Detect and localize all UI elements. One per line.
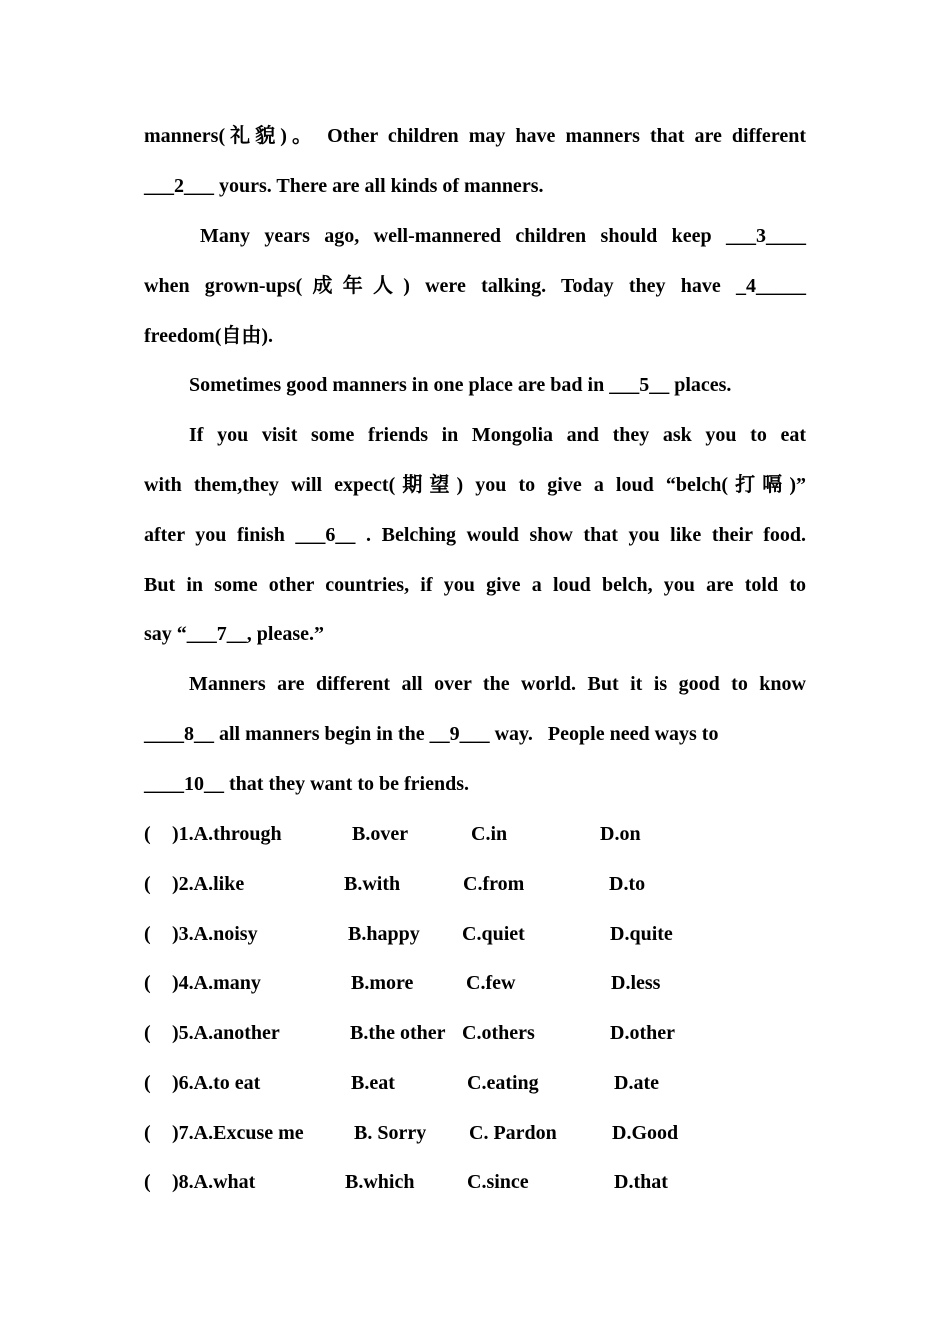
answer-bracket-open: ( (144, 1171, 151, 1193)
passage-line: Sometimes good manners in one place are bad in ___5__ places. (189, 374, 732, 396)
question-option-b: B.over (352, 823, 409, 845)
question-option-d: D.on (600, 823, 641, 845)
question-option-d: D.that (614, 1171, 668, 1193)
passage-line: freedom(自由). (144, 325, 274, 347)
passage-line: ___2___ yours. There are all kinds of manners. (144, 175, 544, 197)
question-option-c: C.others (462, 1022, 535, 1044)
question-option-b: B.more (351, 972, 414, 994)
question-option-b: B.eat (351, 1072, 395, 1094)
question-option-d: D.quite (610, 923, 673, 945)
passage-line: manners(礼貌)。 Other children may have manners that are different (144, 125, 806, 147)
passage-line: ____10__ that they want to be friends. (144, 773, 469, 795)
answer-bracket-open: ( (144, 1122, 151, 1144)
question-option-d: D.Good (612, 1122, 679, 1144)
passage-line: Many years ago, well-mannered children should keep ___3____ (200, 225, 806, 247)
question-option-b: B.with (344, 873, 401, 895)
question-option-a: )6.A.to eat (172, 1072, 261, 1094)
question-option-c: C.since (467, 1171, 529, 1193)
answer-bracket-open: ( (144, 823, 151, 845)
question-option-b: B.happy (348, 923, 420, 945)
question-option-a: )8.A.what (172, 1171, 256, 1193)
question-option-d: D.to (609, 873, 646, 895)
question-option-b: B.the other (350, 1022, 446, 1044)
passage-line: with them,they will expect(期望) you to give a loud “belch(打嗝)” (144, 474, 806, 496)
answer-bracket-open: ( (144, 1072, 151, 1094)
question-option-c: C. Pardon (469, 1122, 557, 1144)
passage-line: say “___7__, please.” (144, 623, 324, 645)
question-option-b: B. Sorry (354, 1122, 427, 1144)
question-option-a: )4.A.many (172, 972, 261, 994)
answer-bracket-open: ( (144, 972, 151, 994)
answer-bracket-open: ( (144, 873, 151, 895)
passage-line: after you finish ___6__ . Belching would show that you like their food. (144, 524, 806, 546)
passage-line: Manners are different all over the world. But it is good to know (189, 673, 806, 695)
question-option-c: C.from (463, 873, 525, 895)
question-option-a: )1.A.through (172, 823, 282, 845)
question-option-d: D.other (610, 1022, 675, 1044)
question-option-d: D.less (611, 972, 661, 994)
answer-bracket-open: ( (144, 923, 151, 945)
passage-line: If you visit some friends in Mongolia and they ask you to eat (189, 424, 806, 446)
question-option-c: C.eating (467, 1072, 539, 1094)
passage-line: But in some other countries, if you give a loud belch, you are told to (144, 574, 806, 596)
question-option-c: C.in (471, 823, 508, 845)
question-option-a: )7.A.Excuse me (172, 1122, 304, 1144)
question-option-a: )5.A.another (172, 1022, 280, 1044)
question-option-a: )2.A.like (172, 873, 245, 895)
answer-bracket-open: ( (144, 1022, 151, 1044)
passage-line: when grown-ups(成年人) were talking. Today they have _4_____ (144, 275, 806, 297)
passage-line: ____8__ all manners begin in the __9___ way. People need ways to (144, 723, 719, 745)
question-option-b: B.which (345, 1171, 415, 1193)
question-option-c: C.few (466, 972, 516, 994)
question-option-a: )3.A.noisy (172, 923, 258, 945)
question-option-c: C.quiet (462, 923, 525, 945)
question-option-d: D.ate (614, 1072, 659, 1094)
